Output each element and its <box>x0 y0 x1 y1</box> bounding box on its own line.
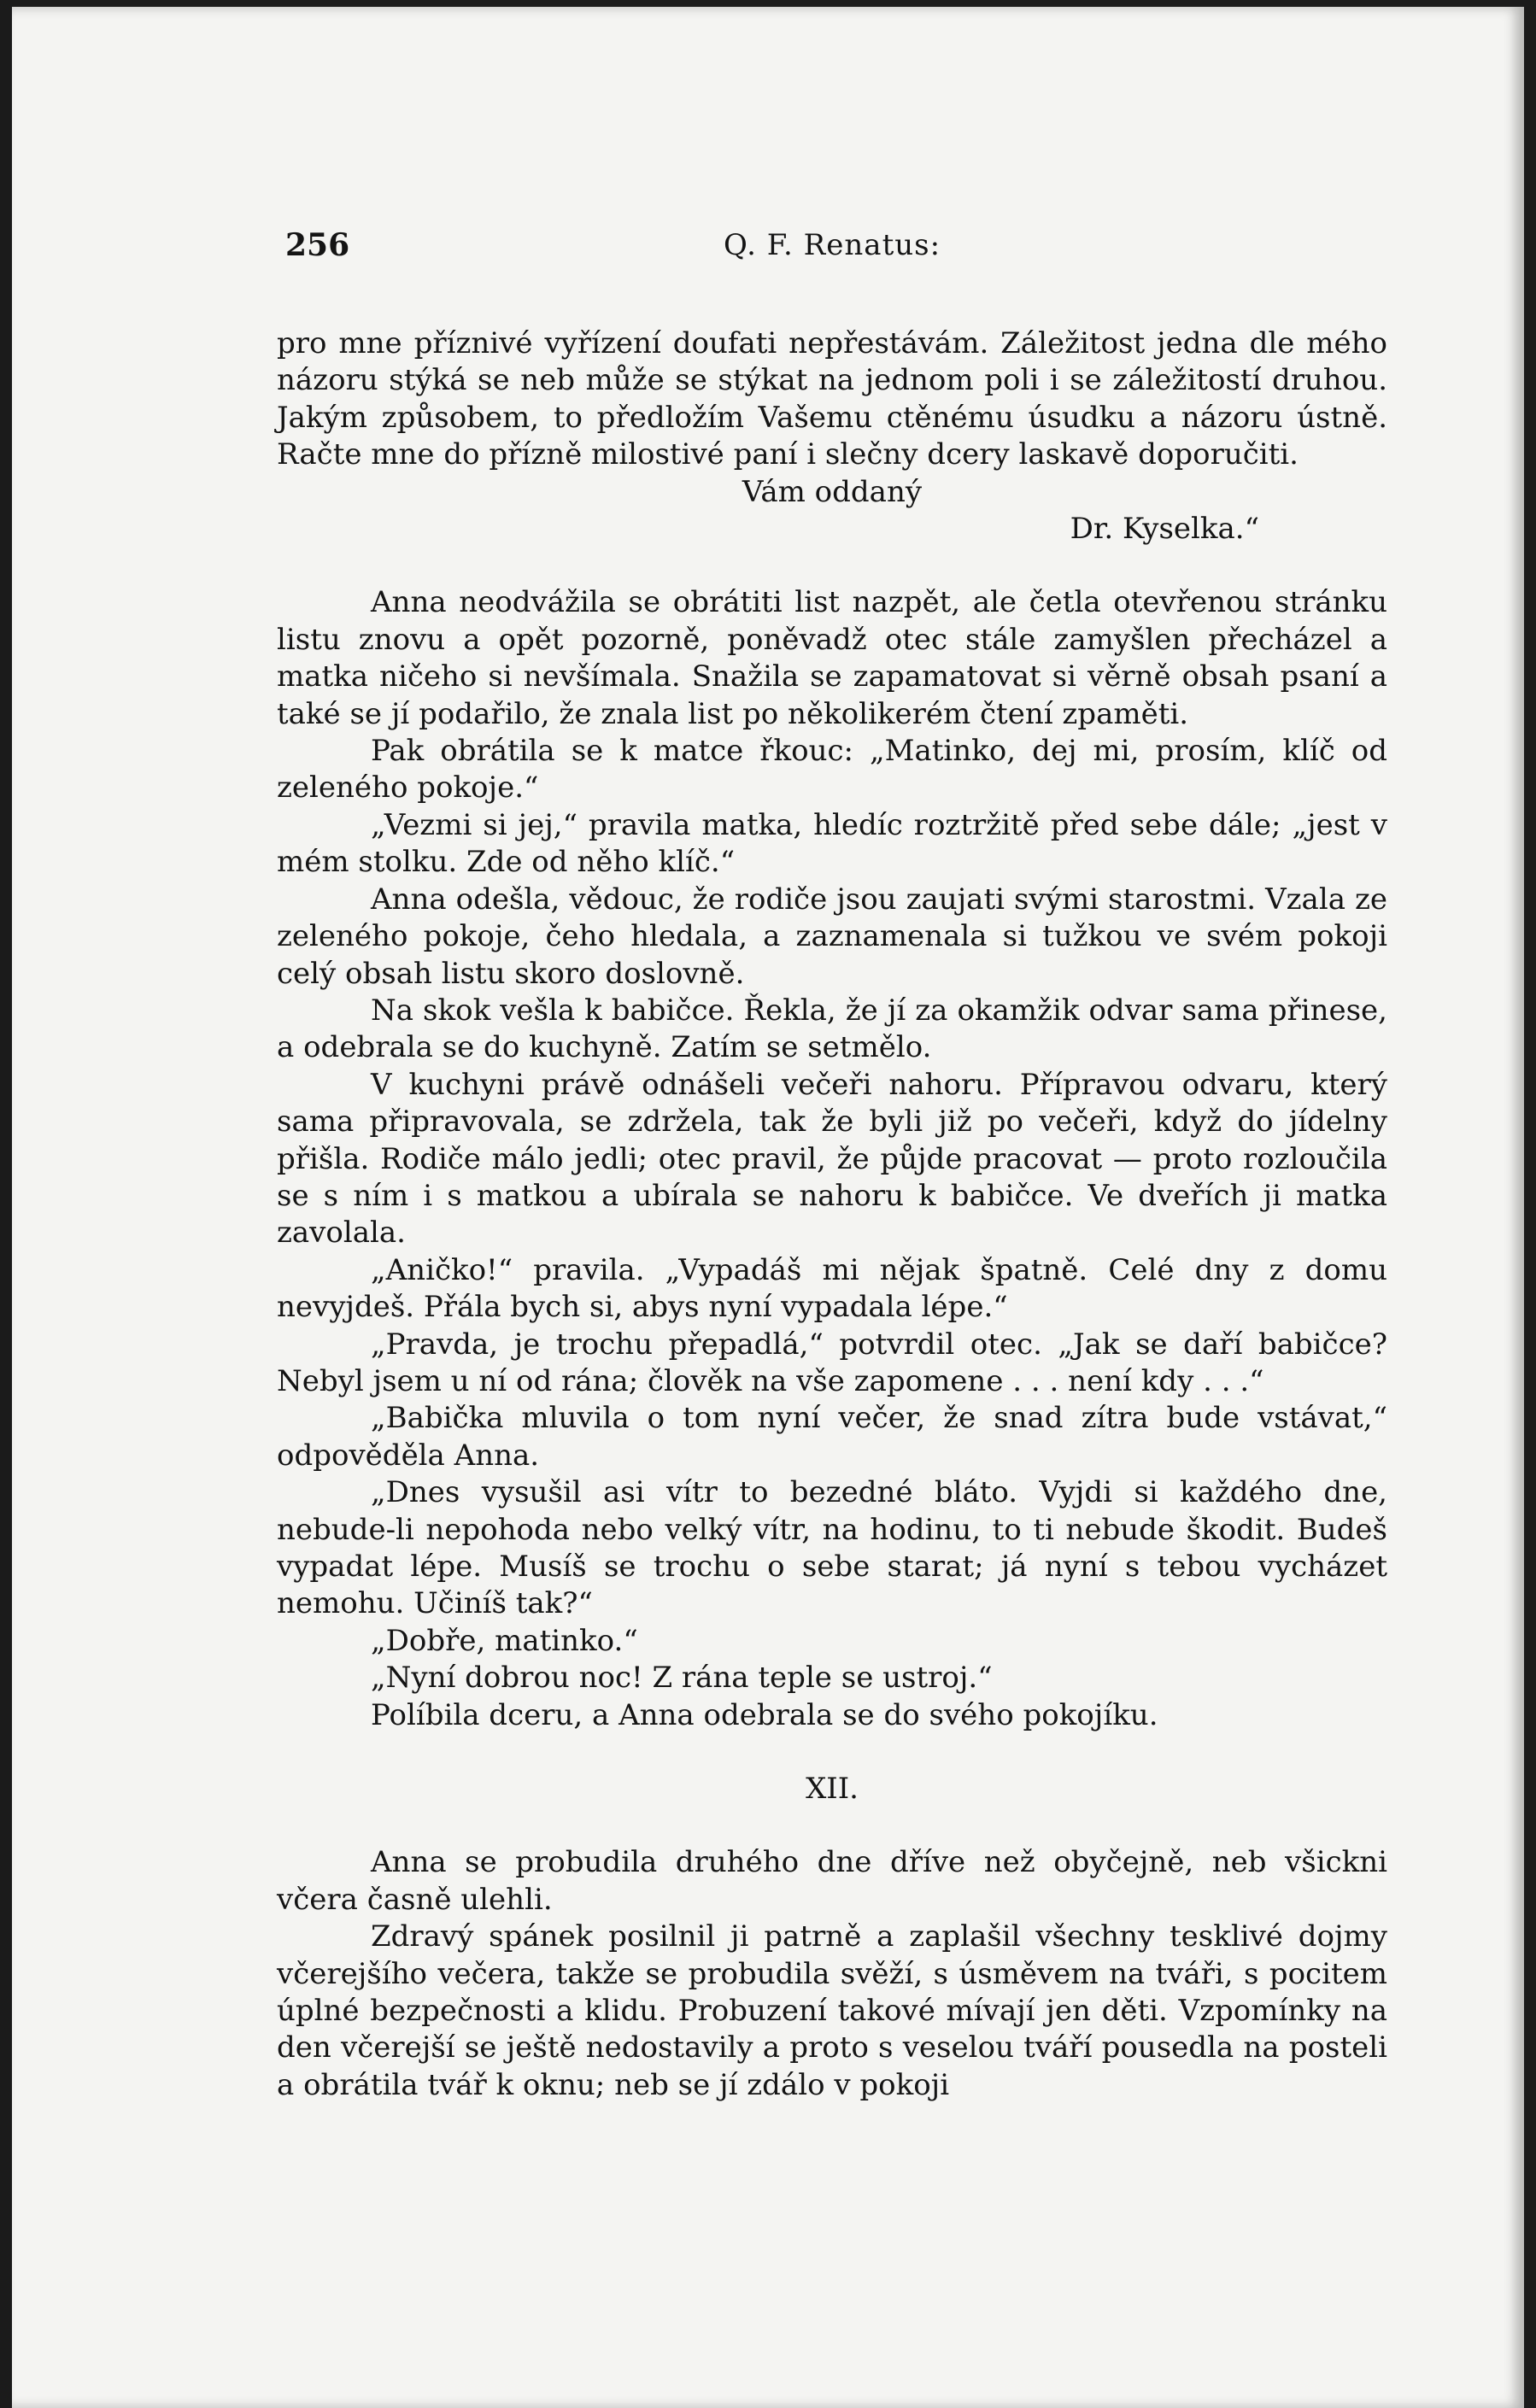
paragraph: „Dobře, matinko.“ <box>371 1623 638 1658</box>
paragraph: Na skok vešla k babičce. Řekla, že jí za okamžik odvar sama přinese, a odebrala se do kuchyně. Zatím se setmělo. <box>277 993 1387 1065</box>
page-header <box>277 227 1387 264</box>
paragraph: „Aničko!“ pravila. „Vypadáš mi nějak špatně. Celé dny z domu nevyjdeš. Přála bych si, abys nyní vypadala lépe.“ <box>277 1252 1387 1325</box>
paragraph: Pak obrátila se k matce řkouc: „Matinko, dej mi, prosím, klíč od zeleného pokoje.“ <box>277 734 1387 806</box>
paragraph: „Vezmi si jej,“ pravila matka, hledíc roztržitě před sebe dále; „jest v mém stolku. Zde od něho klíč.“ <box>277 807 1387 880</box>
paragraph: Zdravý spánek posilnil ji patrně a zaplašil všechny tesklivé dojmy včerejšího večera, takže se probudila svěží, s úsměvem na tváři, s pocitem úplné bezpečnosti a klidu. Probuzení takové mívají jen děti. Vzpomínky na den včerejší se ještě nedostavily a proto s veselou tváří pousedla na posteli a obrátila tvář k oknu; neb se jí zdálo v pokoji <box>277 1919 1387 2102</box>
paragraph: „Nyní dobrou noc! Z rána teple se ustroj.“ <box>371 1661 993 1696</box>
paragraph: „Dnes vysušil asi vítr to bezedné bláto. Vyjdi si každého dne, nebude-li nepohoda nebo velký vítr, na hodinu, to ti nebude škodit. Budeš vypadat lépe. Musíš se trochu o sebe starat; já nyní s tebou vycházet nemohu. Učiníš tak?“ <box>277 1475 1387 1621</box>
paragraph: Anna neodvážila se obrátiti list nazpět, ale četla otevřenou stránku listu znovu a opět pozorně, poněvadž otec stále zamyšlen přecházel a matka ničeho si nevšímala. Snažila se zapamatovat si věrně obsah psaní a také se jí podařilo, že znala list po několikerém čtení zpaměti. <box>277 585 1387 731</box>
paragraph: V kuchyni právě odnášeli večeři nahoru. Přípravou odvaru, který sama připravovala, se zdržela, tak že byli již po večeři, když do jídelny přišla. Rodiče málo jedli; otec pravil, že půjde pracovat — proto rozloučila se s ním i s matkou a ubírala se nahoru k babičce. Ve dveřích ji matka zavolala. <box>277 1067 1387 1251</box>
page-number: 256 <box>285 227 350 263</box>
chapter-heading: XII. <box>806 1772 859 1807</box>
paragraph: Anna se probudila druhého dne dříve než obyčejně, neb všickni včera časně ulehli. <box>277 1845 1387 1917</box>
letter-body: pro mne příznivé vyřízení doufati nepřestávám. Záležitost jedna dle mého názoru stýká se neb může se stýkat na jednom poli i se záležitostí druhou. Jakým způsobem, to předložím Vašemu ctěnému úsudku a názoru ústně. Račte mne do přízně milostivé paní i slečny dcery laskavě doporučiti. <box>277 326 1387 472</box>
book-page <box>12 7 1524 2408</box>
paragraph: Políbila dceru, a Anna odebrala se do svého pokojíku. <box>371 1697 1158 1732</box>
running-head: Q. F. Renatus: <box>723 228 941 262</box>
paragraph: „Babička mluvila o tom nyní večer, že snad zítra bude vstávat,“ odpověděla Anna. <box>277 1401 1387 1473</box>
letter-closing: Vám oddaný <box>742 474 923 509</box>
text-block <box>277 227 1387 2104</box>
paragraph: Anna odešla, vědouc, že rodiče jsou zaujati svými starostmi. Vzala ze zeleného pokoje, čeho hledala, a zaznamenala si tužkou ve svém pokoji celý obsah listu skoro doslovně. <box>277 882 1387 991</box>
letter-signature: Dr. Kyselka.“ <box>1070 512 1259 547</box>
paragraph: „Pravda, je trochu přepadlá,“ potvrdil otec. „Jak se daří babičce? Nebyl jsem u ní od rána; člověk na vše zapomene . . . není kdy . . .“ <box>277 1327 1387 1398</box>
